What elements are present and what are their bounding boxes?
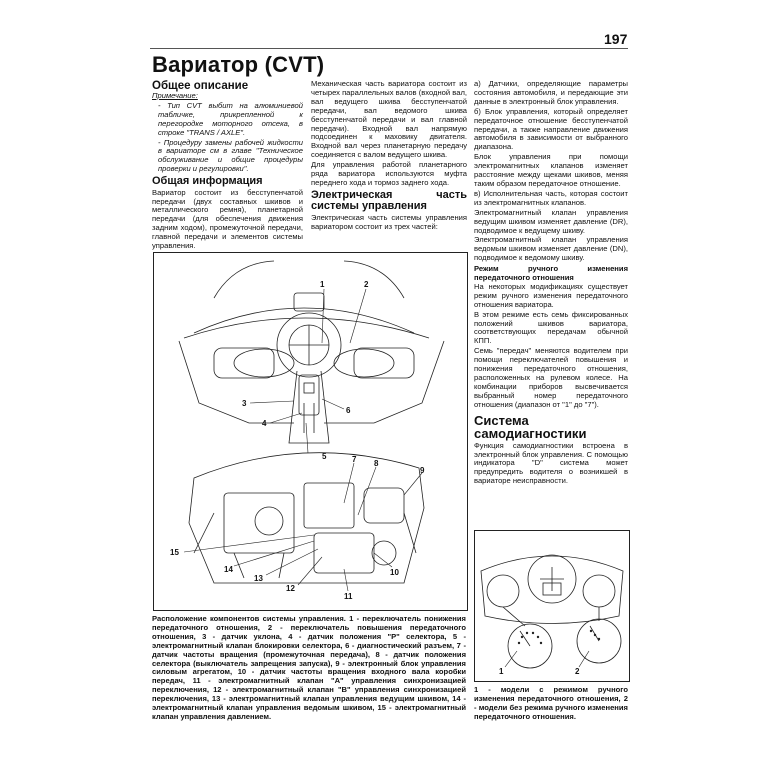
- cluster-callout-1: 1: [499, 667, 504, 676]
- note-label: Примечание:: [152, 91, 198, 100]
- right-paragraph: Блок управления при помощи электромагнитных клапанов изменяет расстояние между щеками шкивов, меняя таким образом передаточное отношение.: [474, 152, 628, 188]
- components-caption: Расположение компонентов системы управления. 1 - переключатель понижения передаточного отношения, 2 - переключатель повышения передаточного отношения, 3 - датчик уклона, 4 - датчик положения "P" селектора, 5 - электромагнитный клапан блокировки селектора, 6 - диагностический разъем, 7 - датчик частоты вращения (промежуточная передача), 8 - датчик положения селектора (выключатель запрещения запуска), 9 - электронный блок управления силовым агрегатом, 10 - датчик частоты вращения входного вала коробки передач, 11 - электромагнитный клапан "A" управления синхронизацией переключения, 12 - электромагнитный клапан "B" управления синхронизацией переключения, 13 - электромагнитный клапан управления ведущим шкивом, 14 - электромагнитный клапан управления ведомым шкивом, 15 - электромагнитный клапан управления давлением.: [152, 614, 466, 721]
- cluster-caption: 1 - модели с режимом ручного изменения передаточного отношения, 2 - модели без режима ручного изменения передаточного отношения.: [474, 685, 628, 721]
- general-info-heading: Общая информация: [152, 175, 263, 188]
- note-item: - Тип CVT выбит на алюминиевой табличке, прикрепленной к перегородке моторного отсека, в строке "TRANS / AXLE".: [158, 100, 303, 137]
- right-paragraph: б) Блок управления, который определяет передаточное отношение бесступенчатой передачи, а также направление движения автомобиля в зависимости от выбранного диапазона.: [474, 106, 628, 152]
- cluster-callout-2: 2: [575, 667, 580, 676]
- left-column: [152, 80, 303, 252]
- note-item: - Процедуру замены рабочей жидкости в вариаторе см в главе "Техническое обслуживание и общие процедуры проверки и регулировки".: [158, 137, 303, 174]
- general-info-text: Вариатор состоит из бесступенчатой передачи (двух составных шкивов и металлического ремня), планетарной передачи (для обеспечения движения задним ходом), промежуточной передачи, главной передачи и элементов системы управления.: [152, 187, 303, 251]
- callout-13: 13: [254, 574, 263, 583]
- instrument-cluster-illustration: [475, 531, 629, 681]
- callout-2: 2: [364, 280, 369, 289]
- callout-5: 5: [322, 452, 327, 461]
- mechanical-paragraph: Для управления работой планетарного ряда вариатора используются муфта переднего хода и тормоз заднего хода.: [311, 160, 467, 187]
- callout-7: 7: [352, 455, 357, 464]
- header-rule: [150, 48, 628, 49]
- selfdiag-text: Функция самодиагностики встроена в электронный блок управления. С помощью индикатора "D" система может предупредить водителя о возникшей в вариаторе неисправности.: [474, 440, 628, 486]
- callout-15: 15: [170, 548, 179, 557]
- selfdiag-heading: Система самодиагностики: [474, 412, 587, 441]
- callout-3: 3: [242, 399, 247, 408]
- page-title: Вариатор (CVT): [152, 52, 325, 77]
- callout-9: 9: [420, 466, 425, 475]
- right-paragraph: Электромагнитный клапан управления ведомым шкивом изменяет давление (DN), подводимое к ведомому шкиву.: [474, 235, 628, 263]
- callout-8: 8: [374, 459, 379, 468]
- overview-heading: Общее описание: [152, 80, 249, 92]
- page-number: 197: [604, 31, 628, 47]
- right-paragraph: Электромагнитный клапан управления ведущим шкивом изменяет давление (DR), подводимое к ведущему шкиву.: [474, 207, 628, 235]
- manual-paragraph: На некоторых модификациях существует режим ручного изменения передаточного отношения вариатора.: [474, 281, 628, 309]
- right-column: [474, 80, 628, 487]
- manual-mode-heading: Режим ручного изменения передаточного отношения: [474, 264, 628, 283]
- mechanical-paragraph: Механическая часть вариатора состоит из четырех параллельных валов (входной вал, вал ведущего шкива бесступенчатой передачи, вал ведомого шкива бесступенчатой передачи и вал главной передачи). Входной вал напрямую подсоединен к маховику двигателя. Входной вал через планетарную передачу соединяется с валом ведущего шкива.: [311, 79, 467, 160]
- manual-paragraph: В этом режиме есть семь фиксированных положений шкивов вариатора, соответствующих передачам обычной КПП.: [474, 309, 628, 346]
- components-illustration: [154, 253, 467, 610]
- right-paragraph: а) Датчики, определяющие параметры состояния автомобиля, и передающие эти данные в электронный блок управления.: [474, 79, 628, 106]
- electric-text: Электрическая часть системы управления вариатором состоит из трех частей:: [311, 212, 467, 231]
- components-figure: [153, 252, 468, 611]
- callout-1: 1: [320, 280, 325, 289]
- electric-heading: Электрическая часть системы управления: [311, 188, 467, 213]
- right-paragraph: в) Исполнительная часть, которая состоит из электромагнитных клапанов.: [474, 188, 628, 207]
- callout-10: 10: [390, 568, 399, 577]
- callout-14: 14: [224, 565, 233, 574]
- callout-11: 11: [344, 592, 353, 601]
- middle-column: [311, 80, 467, 233]
- cluster-figure: [474, 530, 630, 682]
- manual-paragraph: Семь "передач" меняются водителем при помощи переключателей повышения и понижения передаточного отношения, расположенных на рулевом колесе. На комбинации приборов высвечивается выбранный номер передаточного отношения (диапазон от "1" до "7").: [474, 346, 628, 409]
- callout-4: 4: [262, 419, 267, 428]
- callout-12: 12: [286, 584, 295, 593]
- callout-6: 6: [346, 406, 351, 415]
